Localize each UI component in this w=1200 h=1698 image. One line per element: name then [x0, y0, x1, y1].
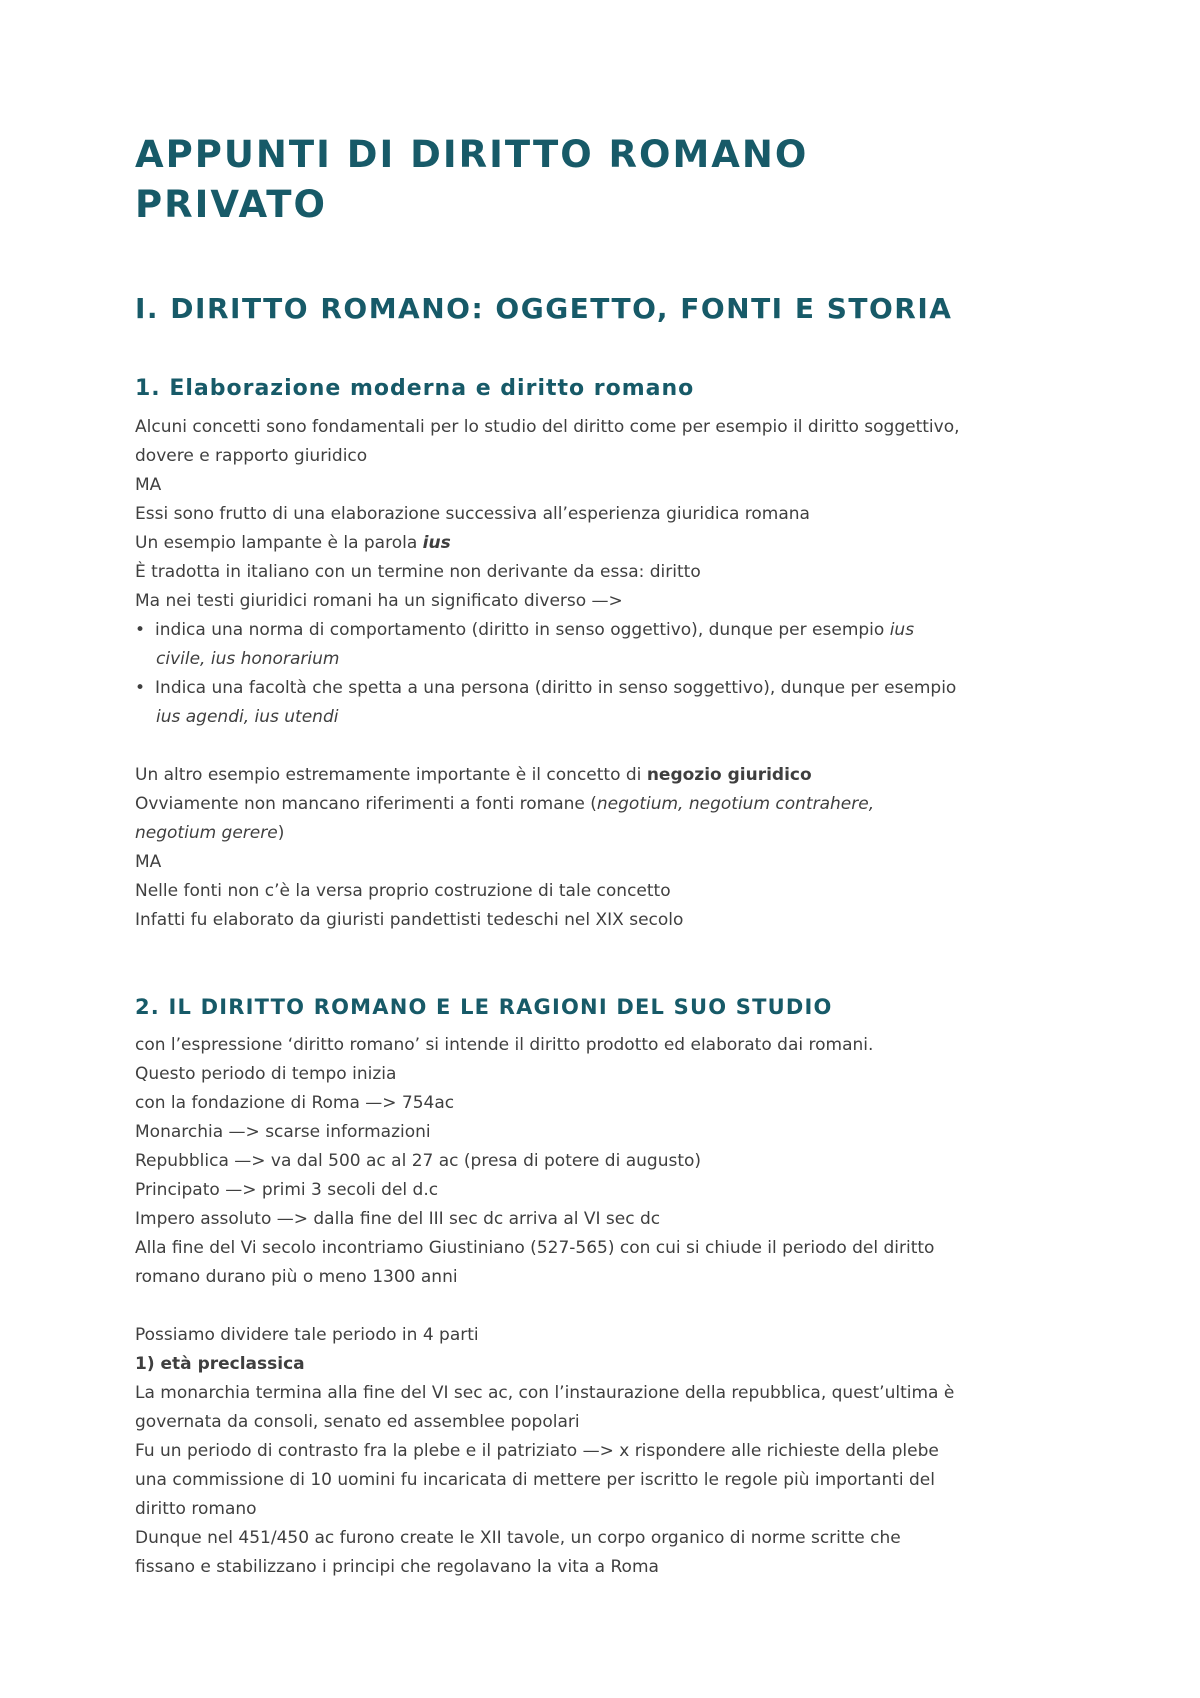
blank-line: [135, 732, 960, 761]
document-page: [135, 130, 960, 1582]
text-segment: Ovviamente non mancano riferimenti a fonti romane (: [135, 794, 597, 814]
bullet-icon: •: [135, 620, 146, 640]
paragraph: Infatti fu elaborato da giuristi pandettisti tedeschi nel XIX secolo: [135, 910, 684, 930]
paragraph: Impero assoluto —> dalla fine del III sec dc arriva al VI sec dc: [135, 1209, 661, 1229]
latin-term-ius: ius: [422, 533, 451, 553]
paragraph: Alcuni concetti sono fondamentali per lo studio del diritto come per esempio il diritto soggettivo, dovere e rapporto giuridico: [135, 417, 960, 466]
paragraph: Dunque nel 451/450 ac furono create le XII tavole, un corpo organico di norme scritte che fissano e stabilizzano i principi che regolavano la vita a Roma: [135, 1528, 901, 1577]
subheading-preclassica: 1) età preclassica: [135, 1354, 305, 1374]
paragraph: con l’espressione ‘diritto romano’ si intende il diritto prodotto ed elaborato dai romani.: [135, 1035, 874, 1055]
bullet-item: [135, 616, 960, 674]
paragraph: con la fondazione di Roma —> 754ac: [135, 1093, 455, 1113]
text-segment: Un altro esempio estremamente importante è il concetto di: [135, 765, 647, 785]
paragraph: Questo periodo di tempo inizia: [135, 1064, 397, 1084]
paragraph: È tradotta in italiano con un termine non derivante da essa: diritto: [135, 562, 701, 582]
paragraph: Monarchia —> scarse informazioni: [135, 1122, 431, 1142]
latin-phrase: negotium, negotium contrahere, negotium gerere: [135, 794, 875, 843]
key-term: negozio giuridico: [646, 765, 812, 785]
paragraph: [135, 761, 960, 790]
section-1-heading: I. DIRITTO ROMANO: OGGETTO, FONTI E STORIA: [135, 292, 953, 325]
text-segment: ): [277, 823, 285, 843]
text-segment: indica una norma di comportamento (diritto in senso oggettivo), dunque per esempio: [155, 620, 890, 640]
paragraph: [135, 529, 960, 558]
paragraph: Essi sono frutto di una elaborazione successiva all’esperienza giuridica romana: [135, 504, 810, 524]
document-title: APPUNTI DI DIRITTO ROMANO PRIVATO: [135, 133, 809, 226]
paragraph: MA: [135, 852, 162, 872]
paragraph: [135, 790, 960, 848]
paragraph: Principato —> primi 3 secoli del d.c: [135, 1180, 439, 1200]
paragraph: Repubblica —> va dal 500 ac al 27 ac (presa di potere di augusto): [135, 1151, 702, 1171]
latin-phrase: ius civile, ius honorarium: [156, 620, 915, 669]
bullet-item: [135, 674, 960, 732]
bullet-icon: •: [135, 678, 146, 698]
paragraph: La monarchia termina alla fine del VI sec ac, con l’instaurazione della repubblica, quest’ultima è governata da consoli, senato ed assemblee popolari: [135, 1383, 955, 1432]
paragraph: MA: [135, 475, 162, 495]
blank-line: [135, 1292, 960, 1321]
text-segment: Indica una facoltà che spetta a una persona (diritto in senso soggettivo), dunque per esempio: [155, 678, 957, 698]
paragraph: Nelle fonti non c’è la versa proprio costruzione di tale concetto: [135, 881, 671, 901]
paragraph: Fu un periodo di contrasto fra la plebe e il patriziato —> x rispondere alle richieste della plebe una commissione di 10 uomini fu incaricata di mettere per iscritto le regole più importanti del diritto romano: [135, 1441, 939, 1519]
paragraph: Ma nei testi giuridici romani ha un significato diverso —>: [135, 591, 623, 611]
paragraph: Alla fine del Vi secolo incontriamo Giustiniano (527-565) con cui si chiude il periodo del diritto romano durano più o meno 1300 anni: [135, 1238, 935, 1287]
latin-phrase: ius agendi, ius utendi: [156, 707, 339, 727]
text-segment: Un esempio lampante è la parola: [135, 533, 423, 553]
subsection-1-heading: 1. Elaborazione moderna e diritto romano: [135, 376, 695, 401]
paragraph: Possiamo dividere tale periodo in 4 parti: [135, 1325, 479, 1345]
section-2-heading: 2. IL DIRITTO ROMANO E LE RAGIONI DEL SUO STUDIO: [135, 995, 833, 1019]
